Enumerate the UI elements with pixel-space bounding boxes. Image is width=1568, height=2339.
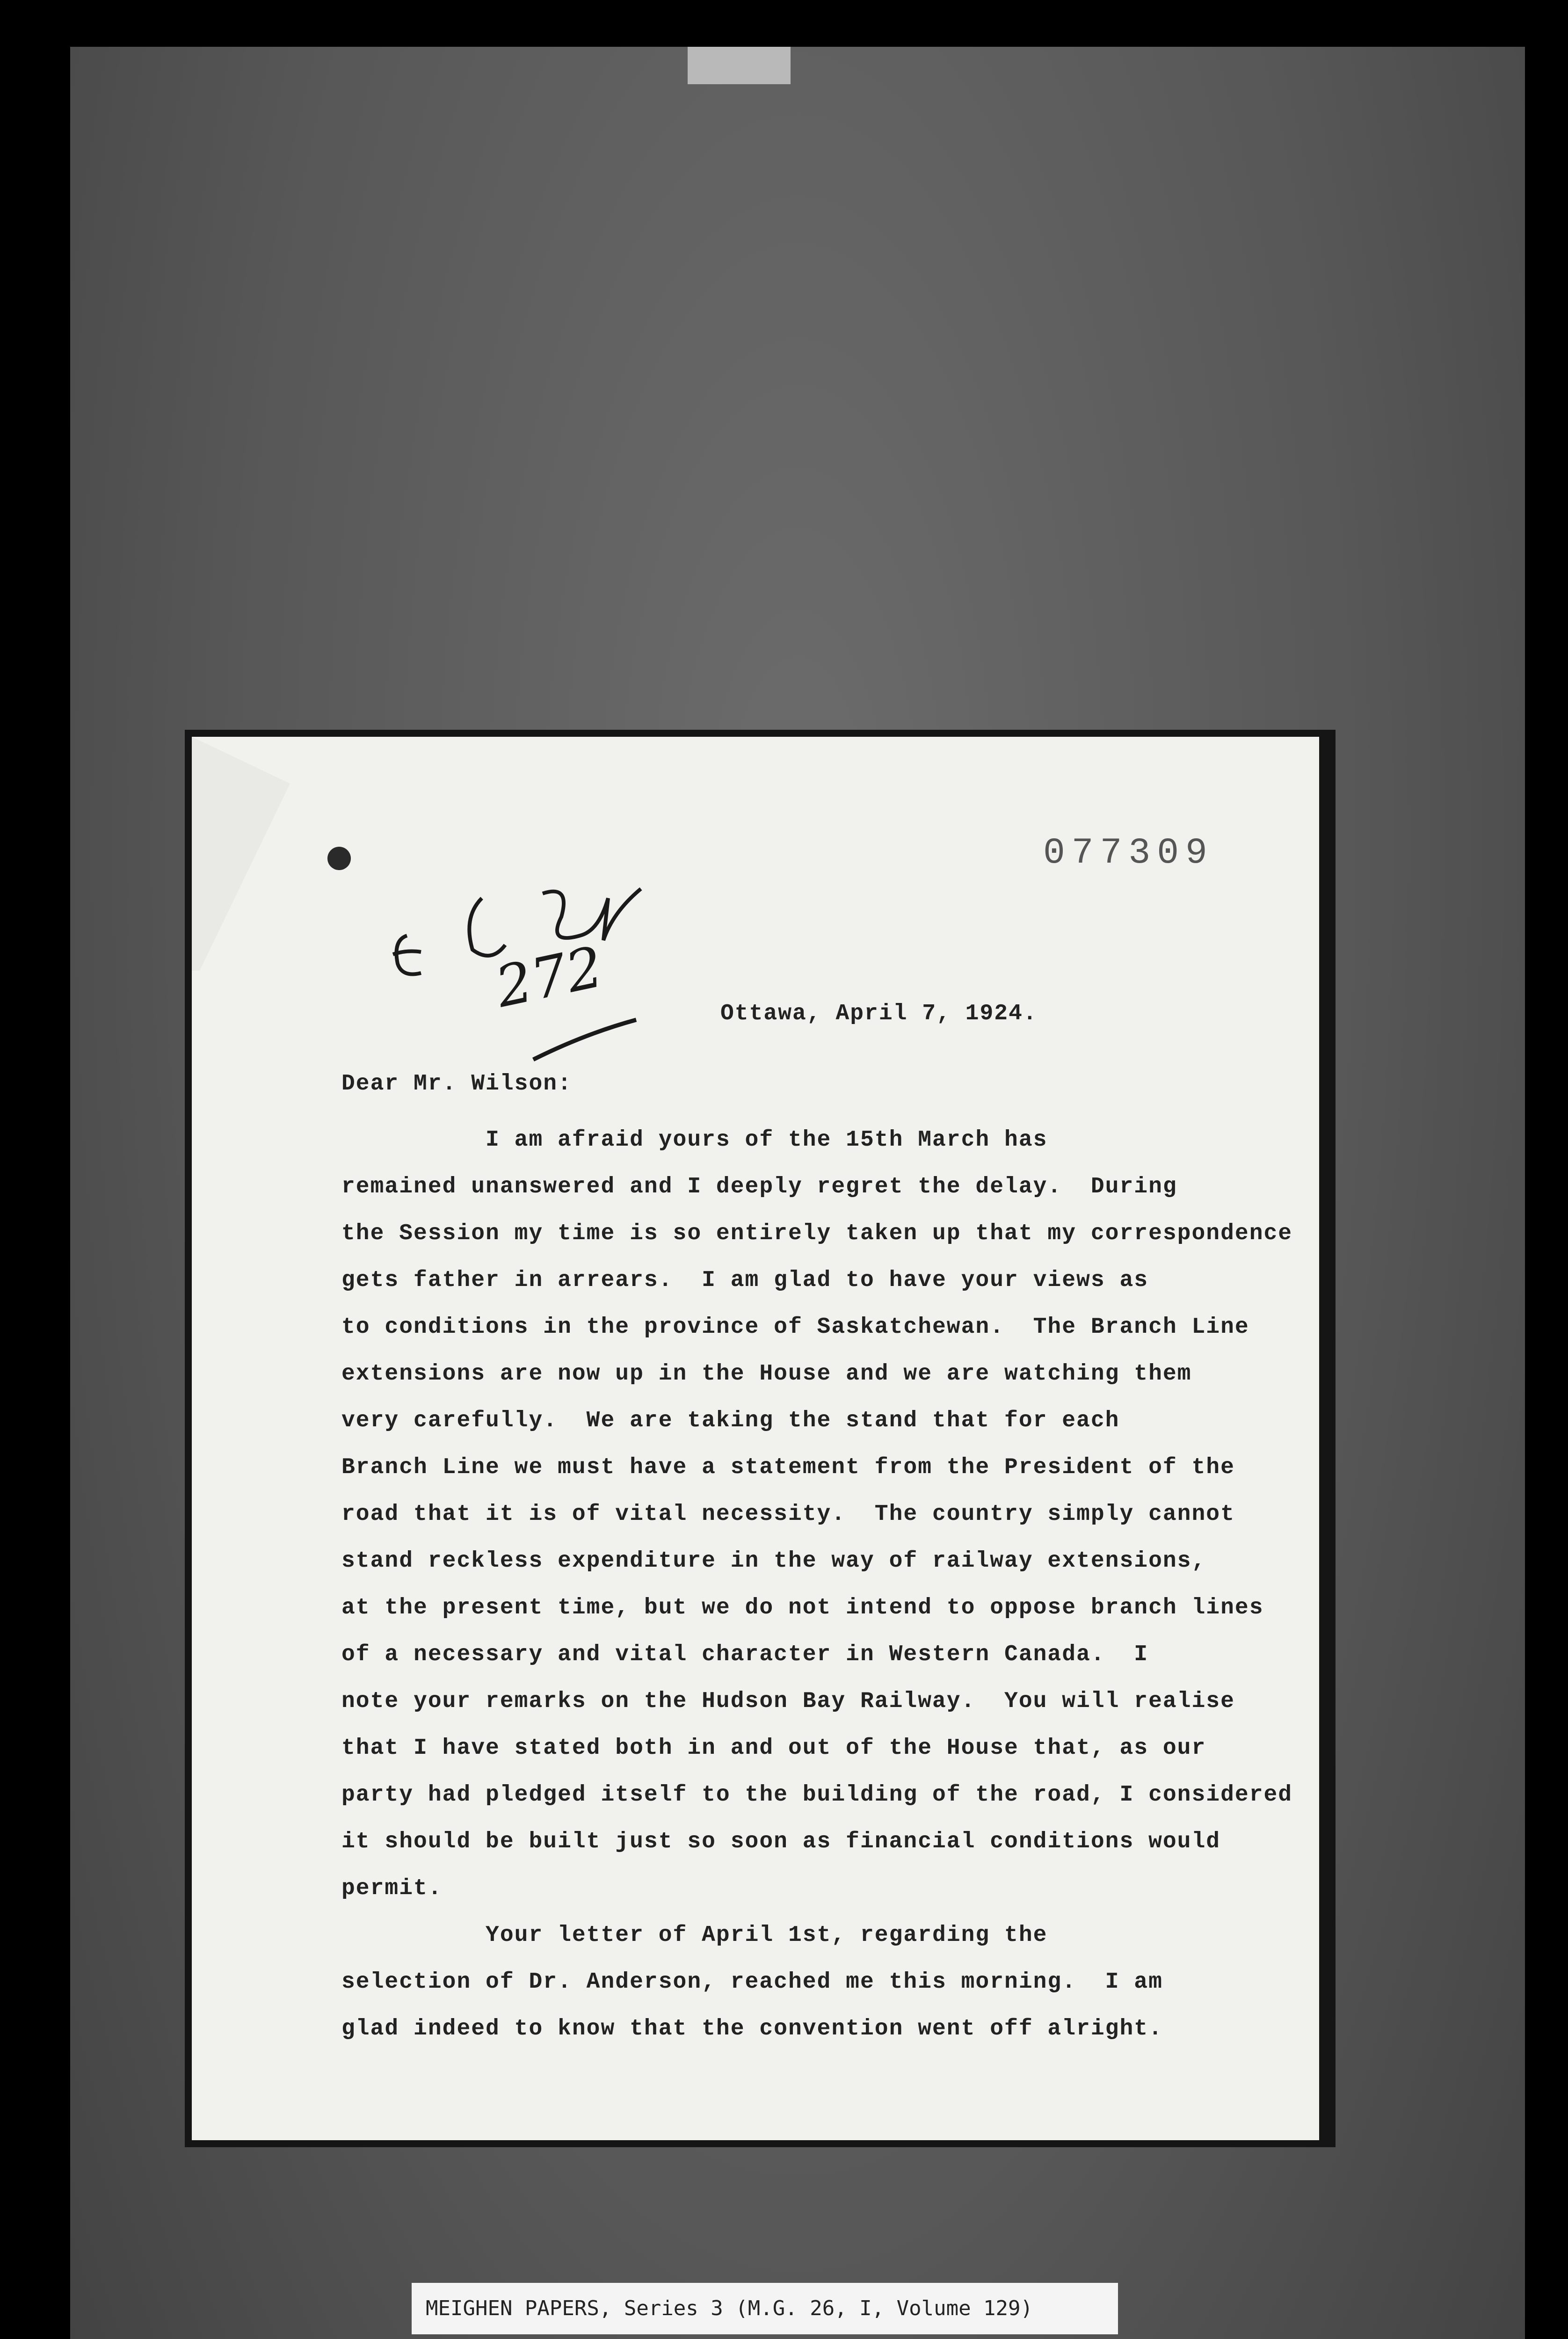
body-line: glad indeed to know that the convention went off alright. bbox=[341, 2016, 1163, 2041]
body-line: very carefully. We are taking the stand that for each bbox=[341, 1408, 1120, 1433]
body-line: to conditions in the province of Saskatchewan. The Branch Line bbox=[341, 1315, 1249, 1340]
underline-stroke bbox=[529, 1015, 641, 1067]
body-line: remained unanswered and I deeply regret the delay. During bbox=[341, 1174, 1177, 1199]
punch-hole bbox=[327, 847, 351, 870]
body-line: selection of Dr. Anderson, reached me this morning. I am bbox=[341, 1969, 1163, 1995]
handwritten-number: 272 bbox=[490, 934, 609, 1021]
body-line: stand reckless expenditure in the way of railway extensions, bbox=[341, 1548, 1206, 1574]
top-tab bbox=[688, 47, 791, 84]
salutation: Dear Mr. Wilson: bbox=[341, 1071, 572, 1097]
body-line: Your letter of April 1st, regarding the bbox=[341, 1923, 1048, 1948]
body-line: of a necessary and vital character in Western Canada. I bbox=[341, 1642, 1149, 1667]
body-line: the Session my time is so entirely taken up that my correspondence bbox=[341, 1221, 1293, 1246]
document-number: 077309 bbox=[1043, 833, 1214, 874]
body-line: extensions are now up in the House and we are watching them bbox=[341, 1361, 1192, 1387]
body-line: I am afraid yours of the 15th March has bbox=[341, 1127, 1048, 1153]
body-line: that I have stated both in and out of the House that, as our bbox=[341, 1736, 1206, 1761]
body-line: Branch Line we must have a statement from the President of the bbox=[341, 1455, 1235, 1480]
body-line: note your remarks on the Hudson Bay Railway. You will realise bbox=[341, 1689, 1235, 1714]
body-line: permit. bbox=[341, 1876, 443, 1901]
archive-reference-label: MEIGHEN PAPERS, Series 3 (M.G. 26, I, Volume 129) bbox=[412, 2283, 1118, 2334]
body-line: at the present time, but we do not intend to oppose branch lines bbox=[341, 1595, 1264, 1620]
letter-date: Ottawa, April 7, 1924. bbox=[720, 1001, 1038, 1026]
body-line: road that it is of vital necessity. The country simply cannot bbox=[341, 1502, 1235, 1527]
body-line: party had pledged itself to the building of the road, I considered bbox=[341, 1782, 1293, 1808]
body-line: it should be built just so soon as financial conditions would bbox=[341, 1829, 1221, 1854]
body-line: gets father in arrears. I am glad to have your views as bbox=[341, 1268, 1149, 1293]
